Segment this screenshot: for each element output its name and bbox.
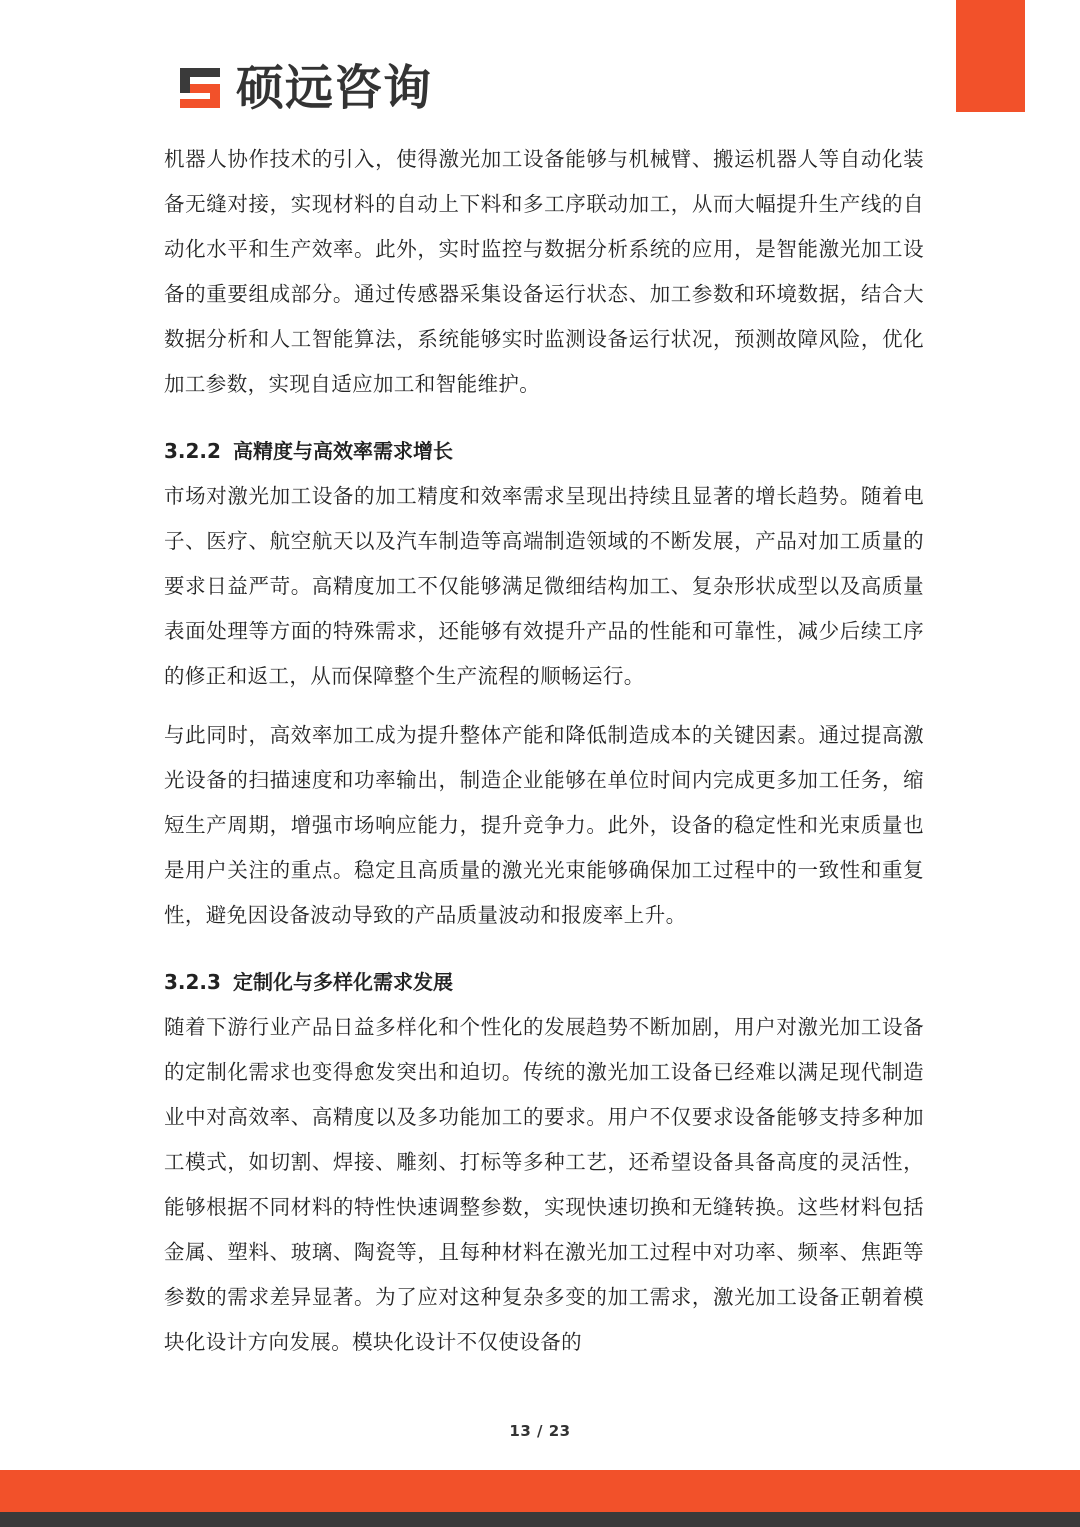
- section-title: 定制化与多样化需求发展: [232, 970, 453, 994]
- section-number: 3.2.2: [164, 439, 221, 463]
- brand-name: 硕远咨询: [236, 60, 433, 116]
- paragraph: 市场对激光加工设备的加工精度和效率需求呈现出持续且显著的增长趋势。随着电子、医疗、航空航天以及汽车制造等高端制造领域的不断发展，产品对加工质量的要求日益严苛。高精度加工不仅能够满足微细结构加工、复杂形状成型以及高质量表面处理等方面的特殊需求，还能够有效提升产品的性能和可靠性，减少后续工序的修正和返工，从而保障整个生产流程的顺畅运行。: [164, 484, 924, 688]
- brand-logo: [176, 58, 432, 118]
- paragraph: 随着下游行业产品日益多样化和个性化的发展趋势不断加剧，用户对激光加工设备的定制化需求也变得愈发突出和迫切。传统的激光加工设备已经难以满足现代制造业中对高效率、高精度以及多功能加工的要求。用户不仅要求设备能够支持多种加工模式，如切割、焊接、雕刻、打标等多种工艺，还希望设备具备高度的灵活性，能够根据不同材料的特性快速调整参数，实现快速切换和无缝转换。这些材料包括金属、塑料、玻璃、陶瓷等，且每种材料在激光加工过程中对功率、频率、焦距等参数的需求差异显著。为了应对这种复杂多变的加工需求，激光加工设备正朝着模块化设计方向发展。模块化设计不仅使设备的: [164, 1015, 924, 1354]
- footer-dark-strip: [0, 1512, 1080, 1527]
- section-heading: [164, 960, 924, 1005]
- document-body: [164, 137, 924, 1365]
- corner-accent-tab: [956, 0, 1025, 112]
- section-title: 高精度与高效率需求增长: [232, 439, 453, 463]
- section-3-2-2: [164, 429, 924, 938]
- section-number: 3.2.3: [164, 970, 221, 994]
- paragraph: 与此同时，高效率加工成为提升整体产能和降低制造成本的关键因素。通过提高激光设备的扫描速度和功率输出，制造企业能够在单位时间内完成更多加工任务，缩短生产周期，增强市场响应能力，提升竞争力。此外，设备的稳定性和光束质量也是用户关注的重点。稳定且高质量的激光光束能够确保加工过程中的一致性和重复性，避免因设备波动导致的产品质量波动和报废率上升。: [164, 723, 924, 927]
- section-3-2-3: [164, 960, 924, 1365]
- page-number: 13 / 23: [509, 1422, 571, 1440]
- s-logo-icon: [176, 64, 228, 112]
- section-heading: [164, 429, 924, 474]
- intro-paragraph: 机器人协作技术的引入，使得激光加工设备能够与机械臂、搬运机器人等自动化装备无缝对接，实现材料的自动上下料和多工序联动加工，从而大幅提升生产线的自动化水平和生产效率。此外，实时监控与数据分析系统的应用，是智能激光加工设备的重要组成部分。通过传感器采集设备运行状态、加工参数和环境数据，结合大数据分析和人工智能算法，系统能够实时监测设备运行状况，预测故障风险，优化加工参数，实现自适应加工和智能维护。: [164, 147, 924, 396]
